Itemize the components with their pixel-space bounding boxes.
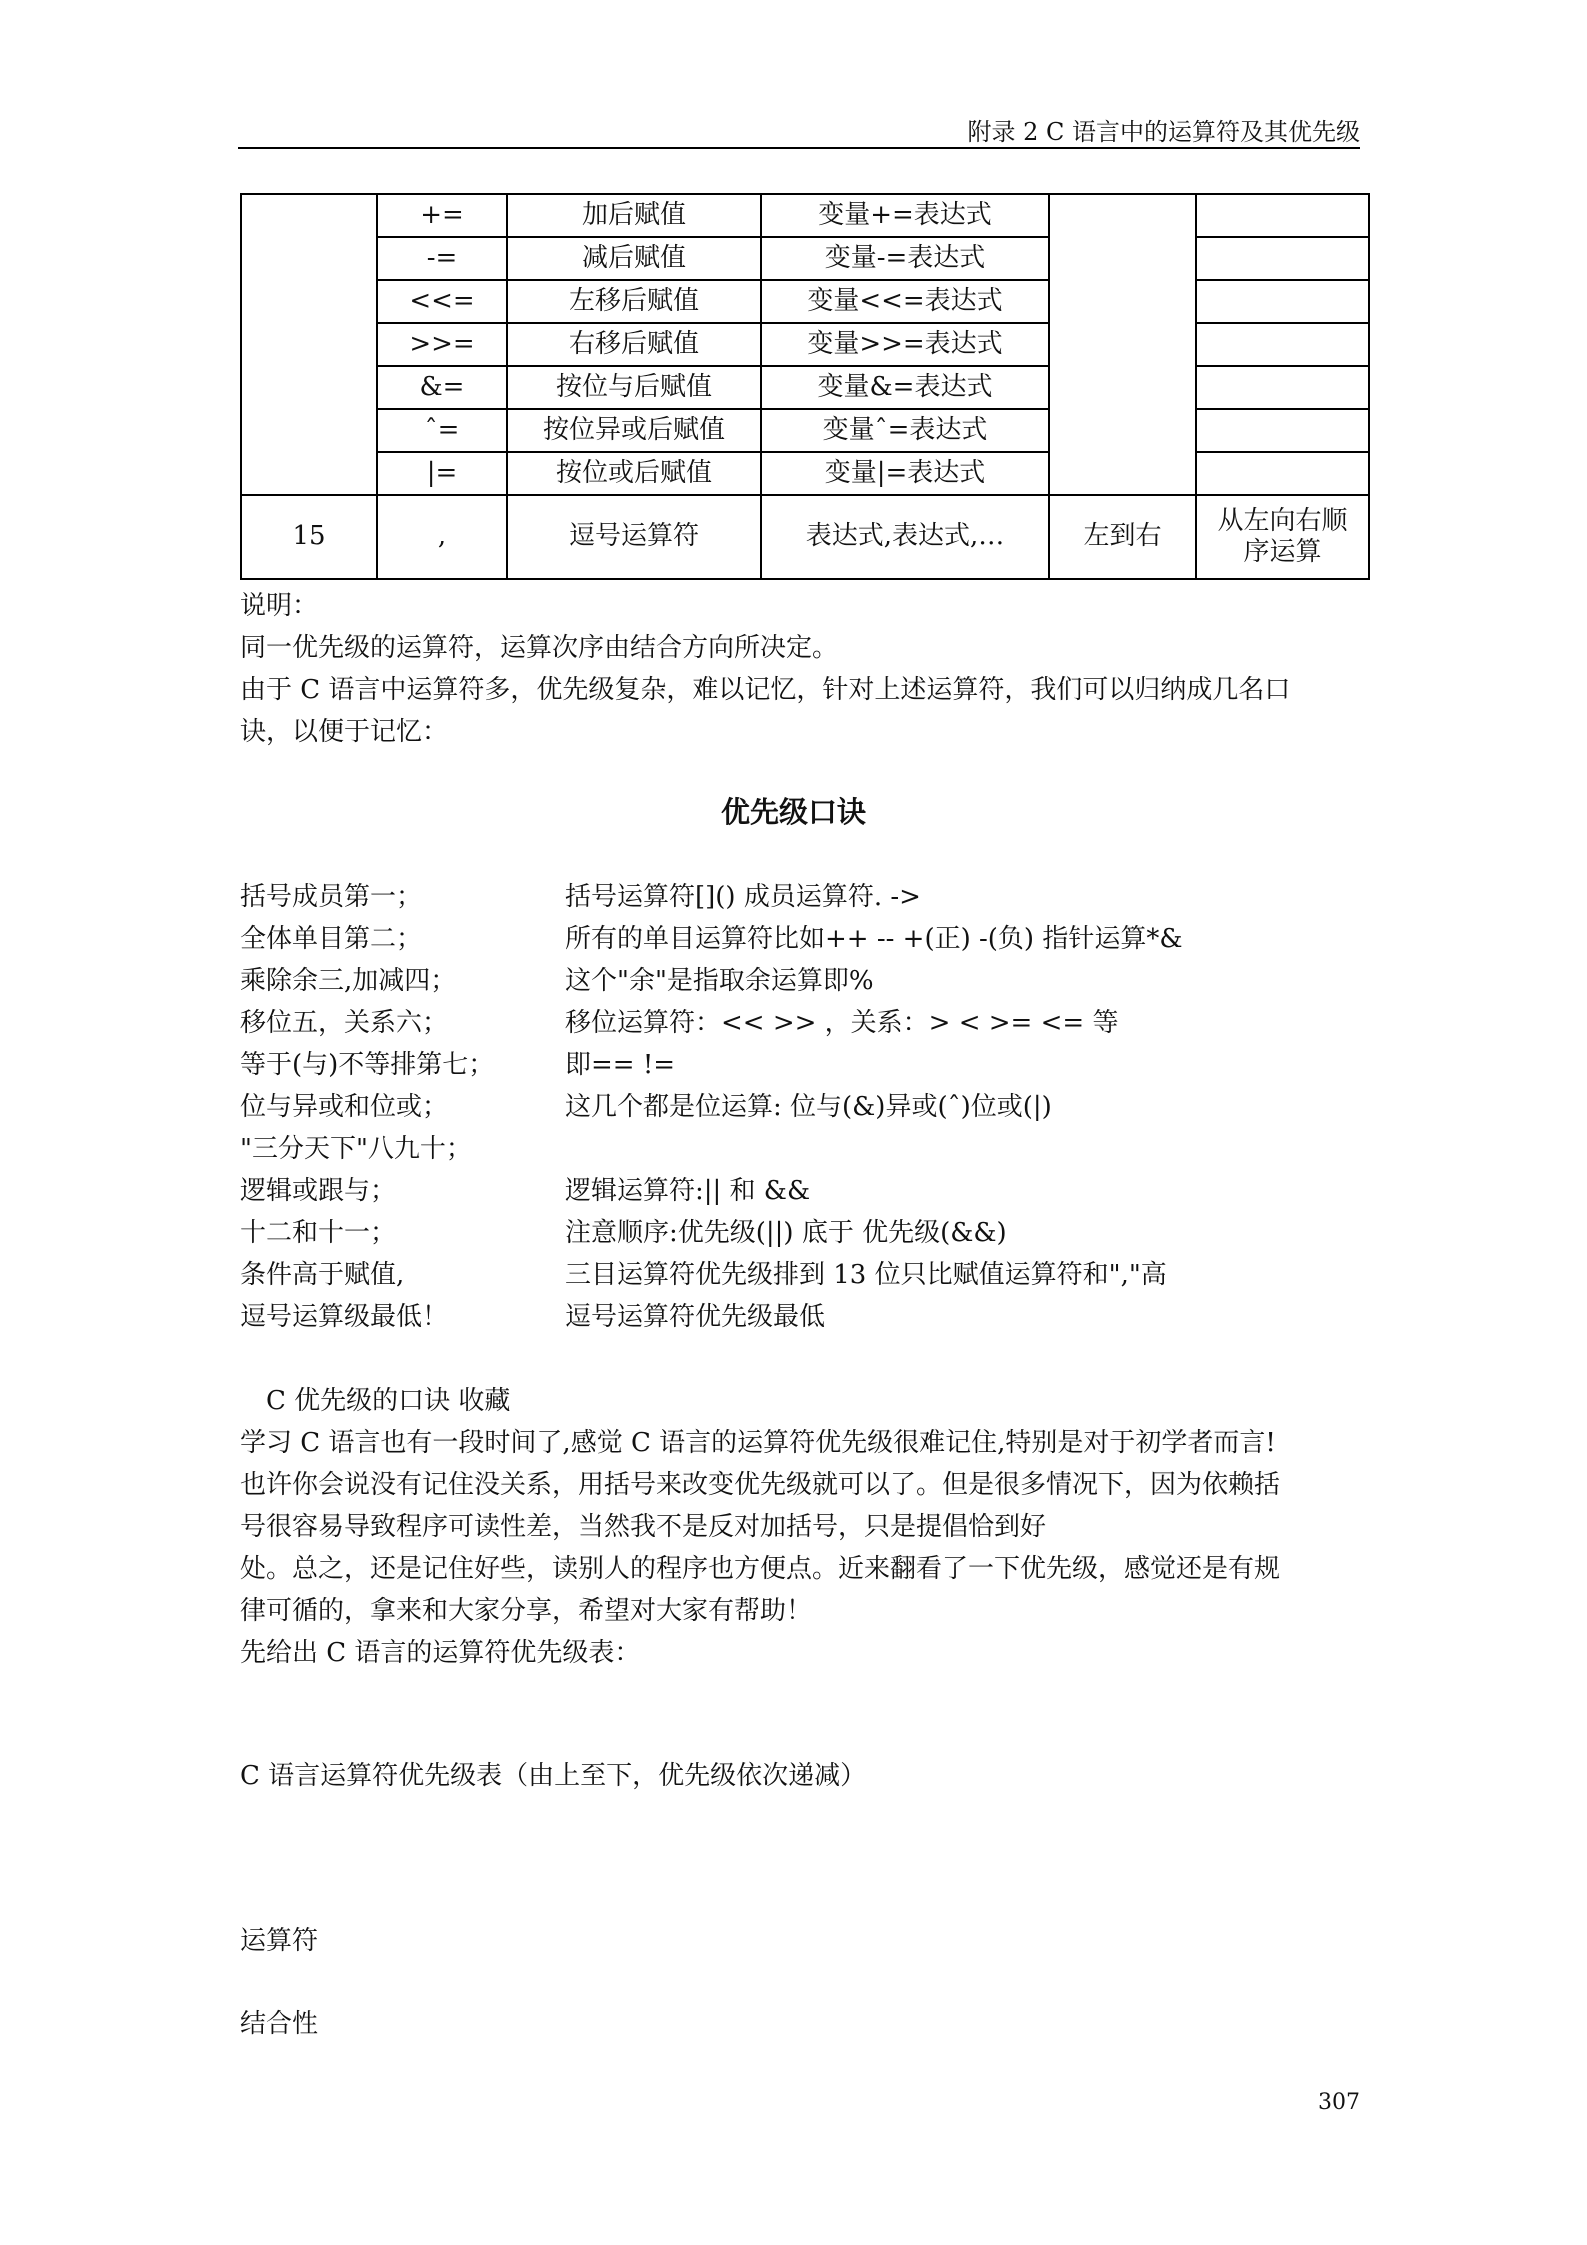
name-cell: 右移后赋值 [507,323,761,366]
form-cell: 变量+=表达式 [761,194,1049,237]
associativity-label: 结合性 [240,2009,319,2039]
verse: 等于(与)不等排第七； [240,1050,495,1080]
explanation: 逻辑运算符:|| 和 && [565,1176,811,1206]
table-row [241,366,1369,409]
essay-line: 律可循的，拿来和大家分享，希望对大家有帮助！ [240,1596,813,1626]
verse: 括号成员第一； [240,882,423,912]
essay-block [240,1380,1370,1674]
explanation: 所有的单目运算符比如++ -- +(正) -(负) 指针运算*& [565,924,1183,954]
verse: 逻辑或跟与； [240,1176,397,1206]
notes-line: 由于 C 语言中运算符多，优先级复杂，难以记忆，针对上述运算符，我们可以归纳成几名口 [240,675,1291,705]
table-row [241,452,1369,495]
name-cell: 按位或后赋值 [507,452,761,495]
list-item [240,960,1183,1002]
note-cell [1196,366,1369,409]
note-cell [1196,409,1369,452]
verse: 条件高于赋值, [240,1260,405,1290]
priority-cell: 15 [241,495,377,579]
note-cell [1196,323,1369,366]
table-row [241,323,1369,366]
name-cell: 逗号运算符 [507,495,761,579]
operators-label: 运算符 [240,1926,319,1956]
name-cell: 左移后赋值 [507,280,761,323]
form-cell: 变量|=表达式 [761,452,1049,495]
essay-line: 号很容易导致程序可读性差，当然我不是反对加括号，只是提倡恰到好 [240,1512,1047,1542]
notes-line: 同一优先级的运算符，运算次序由结合方向所决定。 [240,633,839,663]
notes-line: 诀，以便于记忆： [240,717,449,747]
table-row [241,495,1369,579]
header-rule [238,147,1360,149]
list-item [240,918,1183,960]
operator-cell: , [377,495,507,579]
essay-heading: C 优先级的口诀 收藏 [266,1386,511,1416]
note-cell [1196,194,1369,237]
explanation: 括号运算符[]() 成员运算符. -> [565,882,921,912]
name-cell: 按位异或后赋值 [507,409,761,452]
form-cell: 变量<<=表达式 [761,280,1049,323]
mnemonic-list [240,876,1183,1338]
associativity-cell: 左到右 [1049,495,1196,579]
verse: "三分天下"八九十； [240,1134,472,1164]
note-line: 序运算 [1243,537,1322,567]
list-item [240,876,1183,918]
name-cell: 加后赋值 [507,194,761,237]
name-cell: 按位与后赋值 [507,366,761,409]
essay-line: 学习 C 语言也有一段时间了,感觉 C 语言的运算符优先级很难记住,特别是对于初学者而言! [240,1428,1276,1458]
explanation: 这个"余"是指取余运算即% [565,966,874,996]
verse: 十二和十一； [240,1218,397,1248]
verse: 全体单目第二； [240,924,423,954]
note-line: 从左向右顺 [1217,505,1348,536]
verse: 逗号运算级最低！ [240,1302,449,1332]
notes-label: 说明： [240,591,319,621]
essay-line: 先给出 C 语言的运算符优先级表： [240,1638,641,1668]
list-item [240,1170,1183,1212]
note-cell [1196,495,1369,579]
list-item [240,1002,1183,1044]
operator-cell: |= [377,452,507,495]
explanation: 即== != [565,1050,676,1080]
operator-cell: >>= [377,323,507,366]
operator-cell: ˆ= [377,409,507,452]
name-cell: 减后赋值 [507,237,761,280]
operator-cell: += [377,194,507,237]
table-row [241,194,1369,237]
verse: 移位五，关系六； [240,1008,449,1038]
explanation: 逗号运算符优先级最低 [565,1302,826,1332]
explanation: 移位运算符：<< >> ，关系：> < >= <= 等 [565,1008,1119,1038]
form-cell: 表达式,表达式,… [761,495,1049,579]
operator-cell: -= [377,237,507,280]
essay-line: 处。总之，还是记住好些，读别人的程序也方便点。近来翻看了一下优先级，感觉还是有规 [240,1554,1281,1584]
table-row [241,409,1369,452]
note-cell [1196,452,1369,495]
essay-line: 也许你会说没有记住没关系，用括号来改变优先级就可以了。但是很多情况下，因为依赖括 [240,1470,1281,1500]
form-cell: 变量>>=表达式 [761,323,1049,366]
table-row [241,280,1369,323]
operator-table [240,193,1370,580]
verse: 位与异或和位或； [240,1092,449,1122]
form-cell: 变量-=表达式 [761,237,1049,280]
list-item [240,1212,1183,1254]
explanation: 三目运算符优先级排到 13 位只比赋值运算符和","高 [565,1260,1167,1290]
running-header: 附录 2 C 语言中的运算符及其优先级 [967,118,1360,146]
verse: 乘除余三,加减四； [240,966,457,996]
operator-cell: &= [377,366,507,409]
notes-block [240,585,1290,753]
operator-cell: <<= [377,280,507,323]
list-item [240,1044,1183,1086]
explanation: 这几个都是位运算: 位与(&)异或(ˆ)位或(|) [565,1092,1052,1122]
associativity-cell [1049,194,1196,495]
table-caption: C 语言运算符优先级表（由上至下，优先级依次递减） [240,1761,867,1791]
form-cell: 变量&=表达式 [761,366,1049,409]
page-number: 307 [1318,2090,1360,2115]
list-item [240,1086,1183,1128]
list-item [240,1128,1183,1170]
list-item [240,1296,1183,1338]
priority-cell [241,194,377,495]
form-cell: 变量ˆ=表达式 [761,409,1049,452]
section-title: 优先级口诀 [720,795,866,829]
table-row [241,237,1369,280]
note-cell [1196,280,1369,323]
list-item [240,1254,1183,1296]
explanation: 注意顺序:优先级(||) 底于 优先级(&&) [565,1218,1007,1248]
note-cell [1196,237,1369,280]
